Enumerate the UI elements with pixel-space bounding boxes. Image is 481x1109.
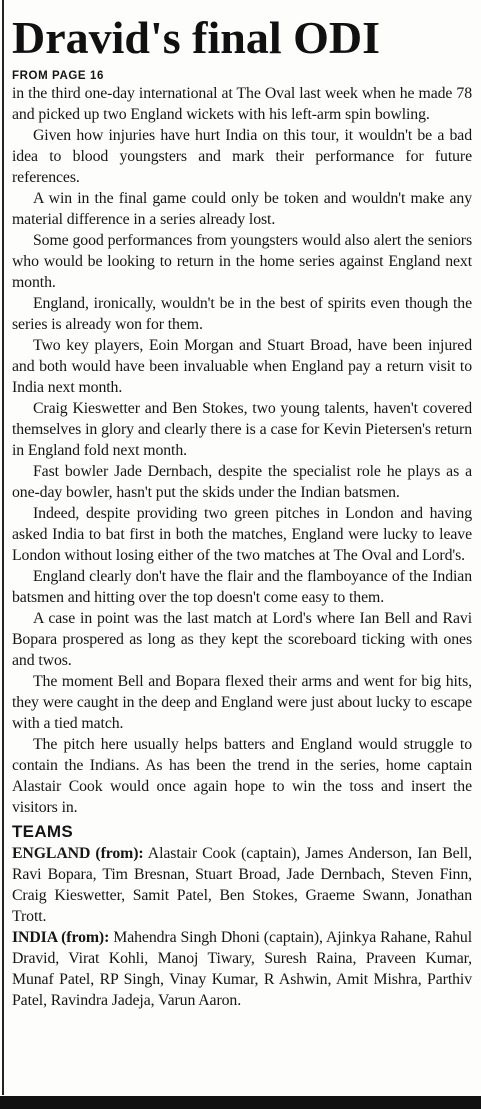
page-bottom-border [0,1096,481,1109]
teams-heading: TEAMS [12,822,73,841]
article-body [12,83,472,818]
paragraph: Fast bowler Jade Dernbach, despite the specialist role he plays as a one-day bowler, hasn't put the skids under the Indian batsmen. [12,463,472,501]
column-rule [2,0,4,1095]
jump-label: FROM PAGE 16 [12,70,104,82]
teams-section [12,821,472,1011]
headline: Dravid's final ODI [12,12,381,63]
paragraph: The moment Bell and Bopara flexed their arms and went for big hits, they were caught in the deep and England were just about lucky to escape with a tied match. [12,673,472,732]
article-column [12,0,472,1011]
paragraph: England clearly don't have the flair and the flamboyance of the Indian batsmen and hitting over the top doesn't come easy to them. [12,568,472,606]
england-squad [12,843,472,927]
paragraph: The pitch here usually helps batters and England would struggle to contain the Indians. As has been the trend in the series, home captain Alastair Cook would once again hope to win the toss and insert the visitors in. [12,736,472,816]
paragraph: in the third one-day international at The Oval last week when he made 78 and picked up two England wickets with his left-arm spin bowling. [12,85,472,123]
paragraph: Indeed, despite providing two green pitches in London and having asked India to bat first in both the matches, England were lucky to leave London without losing either of the two matches at The Oval and Lord's. [12,505,472,564]
paragraph: England, ironically, wouldn't be in the best of spirits even though the series is already won for them. [12,295,472,333]
england-players: Alastair Cook (captain), James Anderson, Ian Bell, Ravi Bopara, Tim Bresnan, Stuart Broad, Jade Dernbach, Steven Finn, Craig Kieswetter, Samit Patel, Ben Stokes, Graeme Swann, Jonathan Trott. [12,845,472,925]
india-label: INDIA (from): [12,929,110,946]
paragraph: A case in point was the last match at Lord's where Ian Bell and Ravi Bopara prospered as long as they kept the scoreboard ticking with ones and twos. [12,610,472,669]
paragraph: Some good performances from youngsters would also alert the seniors who would be looking to return in the home series against England next month. [12,232,472,291]
paragraph: Craig Kieswetter and Ben Stokes, two young talents, haven't covered themselves in glory and clearly there is a case for Kevin Pietersen's return in England fold next month. [12,400,472,459]
india-players: Mahendra Singh Dhoni (captain), Ajinkya Rahane, Rahul Dravid, Virat Kohli, Manoj Tiwary, Suresh Raina, Praveen Kumar, Munaf Patel, RP Singh, Vinay Kumar, R Ashwin, Amit Mishra, Parthiv Patel, Ravindra Jadeja, Varun Aaron. [12,929,472,1009]
paragraph: Given how injuries have hurt India on this tour, it wouldn't be a bad idea to blood youngsters and mark their performance for future references. [12,127,472,186]
paragraph: A win in the final game could only be token and wouldn't make any material difference in a series already lost. [12,190,472,228]
paragraph: Two key players, Eoin Morgan and Stuart Broad, have been injured and both would have been invaluable when England pay a return visit to India next month. [12,337,472,396]
india-squad [12,927,472,1011]
england-label: ENGLAND (from): [12,845,144,862]
